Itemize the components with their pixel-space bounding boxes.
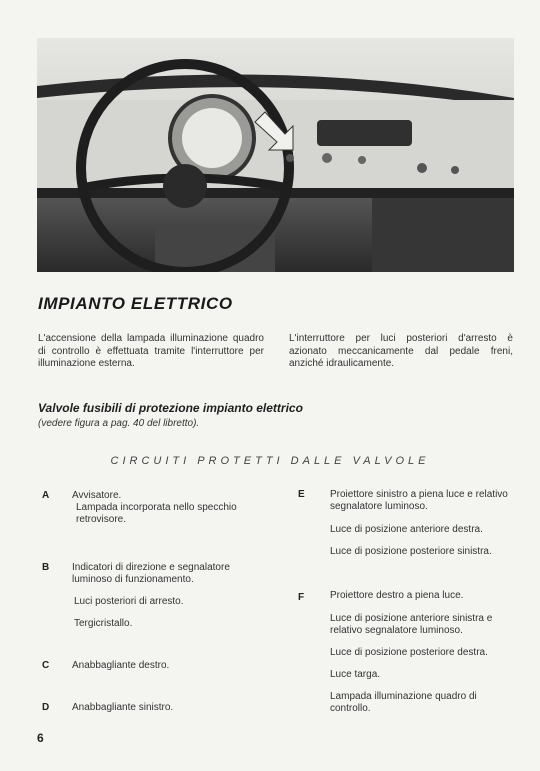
fuses-note: (vedere figura a pag. 40 del libretto). [38,418,200,429]
group-letter: F [298,592,305,603]
group-item: Luci posteriori di arresto. [74,596,184,607]
group-item: Anabbagliante sinistro. [72,702,174,713]
group-item: Tergicristallo. [74,618,133,629]
group-item: Indicatori di direzione e segnalatore luminoso di funzionamento. [72,562,230,585]
group-item: Lampada illuminazione quadro di controllo. [330,691,477,714]
group-item: Anabbagliante destro. [72,660,170,671]
group-item: Proiettore sinistro a piena luce e relativo segnalatore luminoso. [330,489,508,512]
group-item: Luce di posizione anteriore destra. [330,524,483,535]
dashboard-photo [37,38,514,272]
group-item: Lampada incorporata nello specchio retrovisore. [76,502,237,525]
group-letter: B [42,562,50,573]
group-letter: E [298,489,305,500]
intro-right-paragraph: L'interruttore per luci posteriori d'arresto è azionato meccanicamente dal pedale freni, anziché idraulicamente. [289,333,513,369]
group-item: Proiettore destro a piena luce. [330,590,464,601]
intro-left-paragraph: L'accensione della lampada illuminazione quadro di controllo è effettuata tramite l'interruttore per illuminazione esterna. [38,333,264,369]
page-number: 6 [37,731,44,745]
group-letter: A [42,490,50,501]
page-title: IMPIANTO ELETTRICO [38,294,233,313]
fuses-heading: Valvole fusibili di protezione impianto elettrico [38,401,303,415]
group-item: Luce di posizione posteriore sinistra. [330,546,492,557]
group-letter: C [42,660,50,671]
group-item: Luce targa. [330,669,381,680]
group-letter: D [42,702,50,713]
group-item: Luce di posizione posteriore destra. [330,647,488,658]
group-item: Luce di posizione anteriore sinistra e relativo segnalatore luminoso. [330,613,493,636]
circuits-title: CIRCUITI PROTETTI DALLE VALVOLE [110,455,430,467]
group-item: Avvisatore. [72,490,122,501]
